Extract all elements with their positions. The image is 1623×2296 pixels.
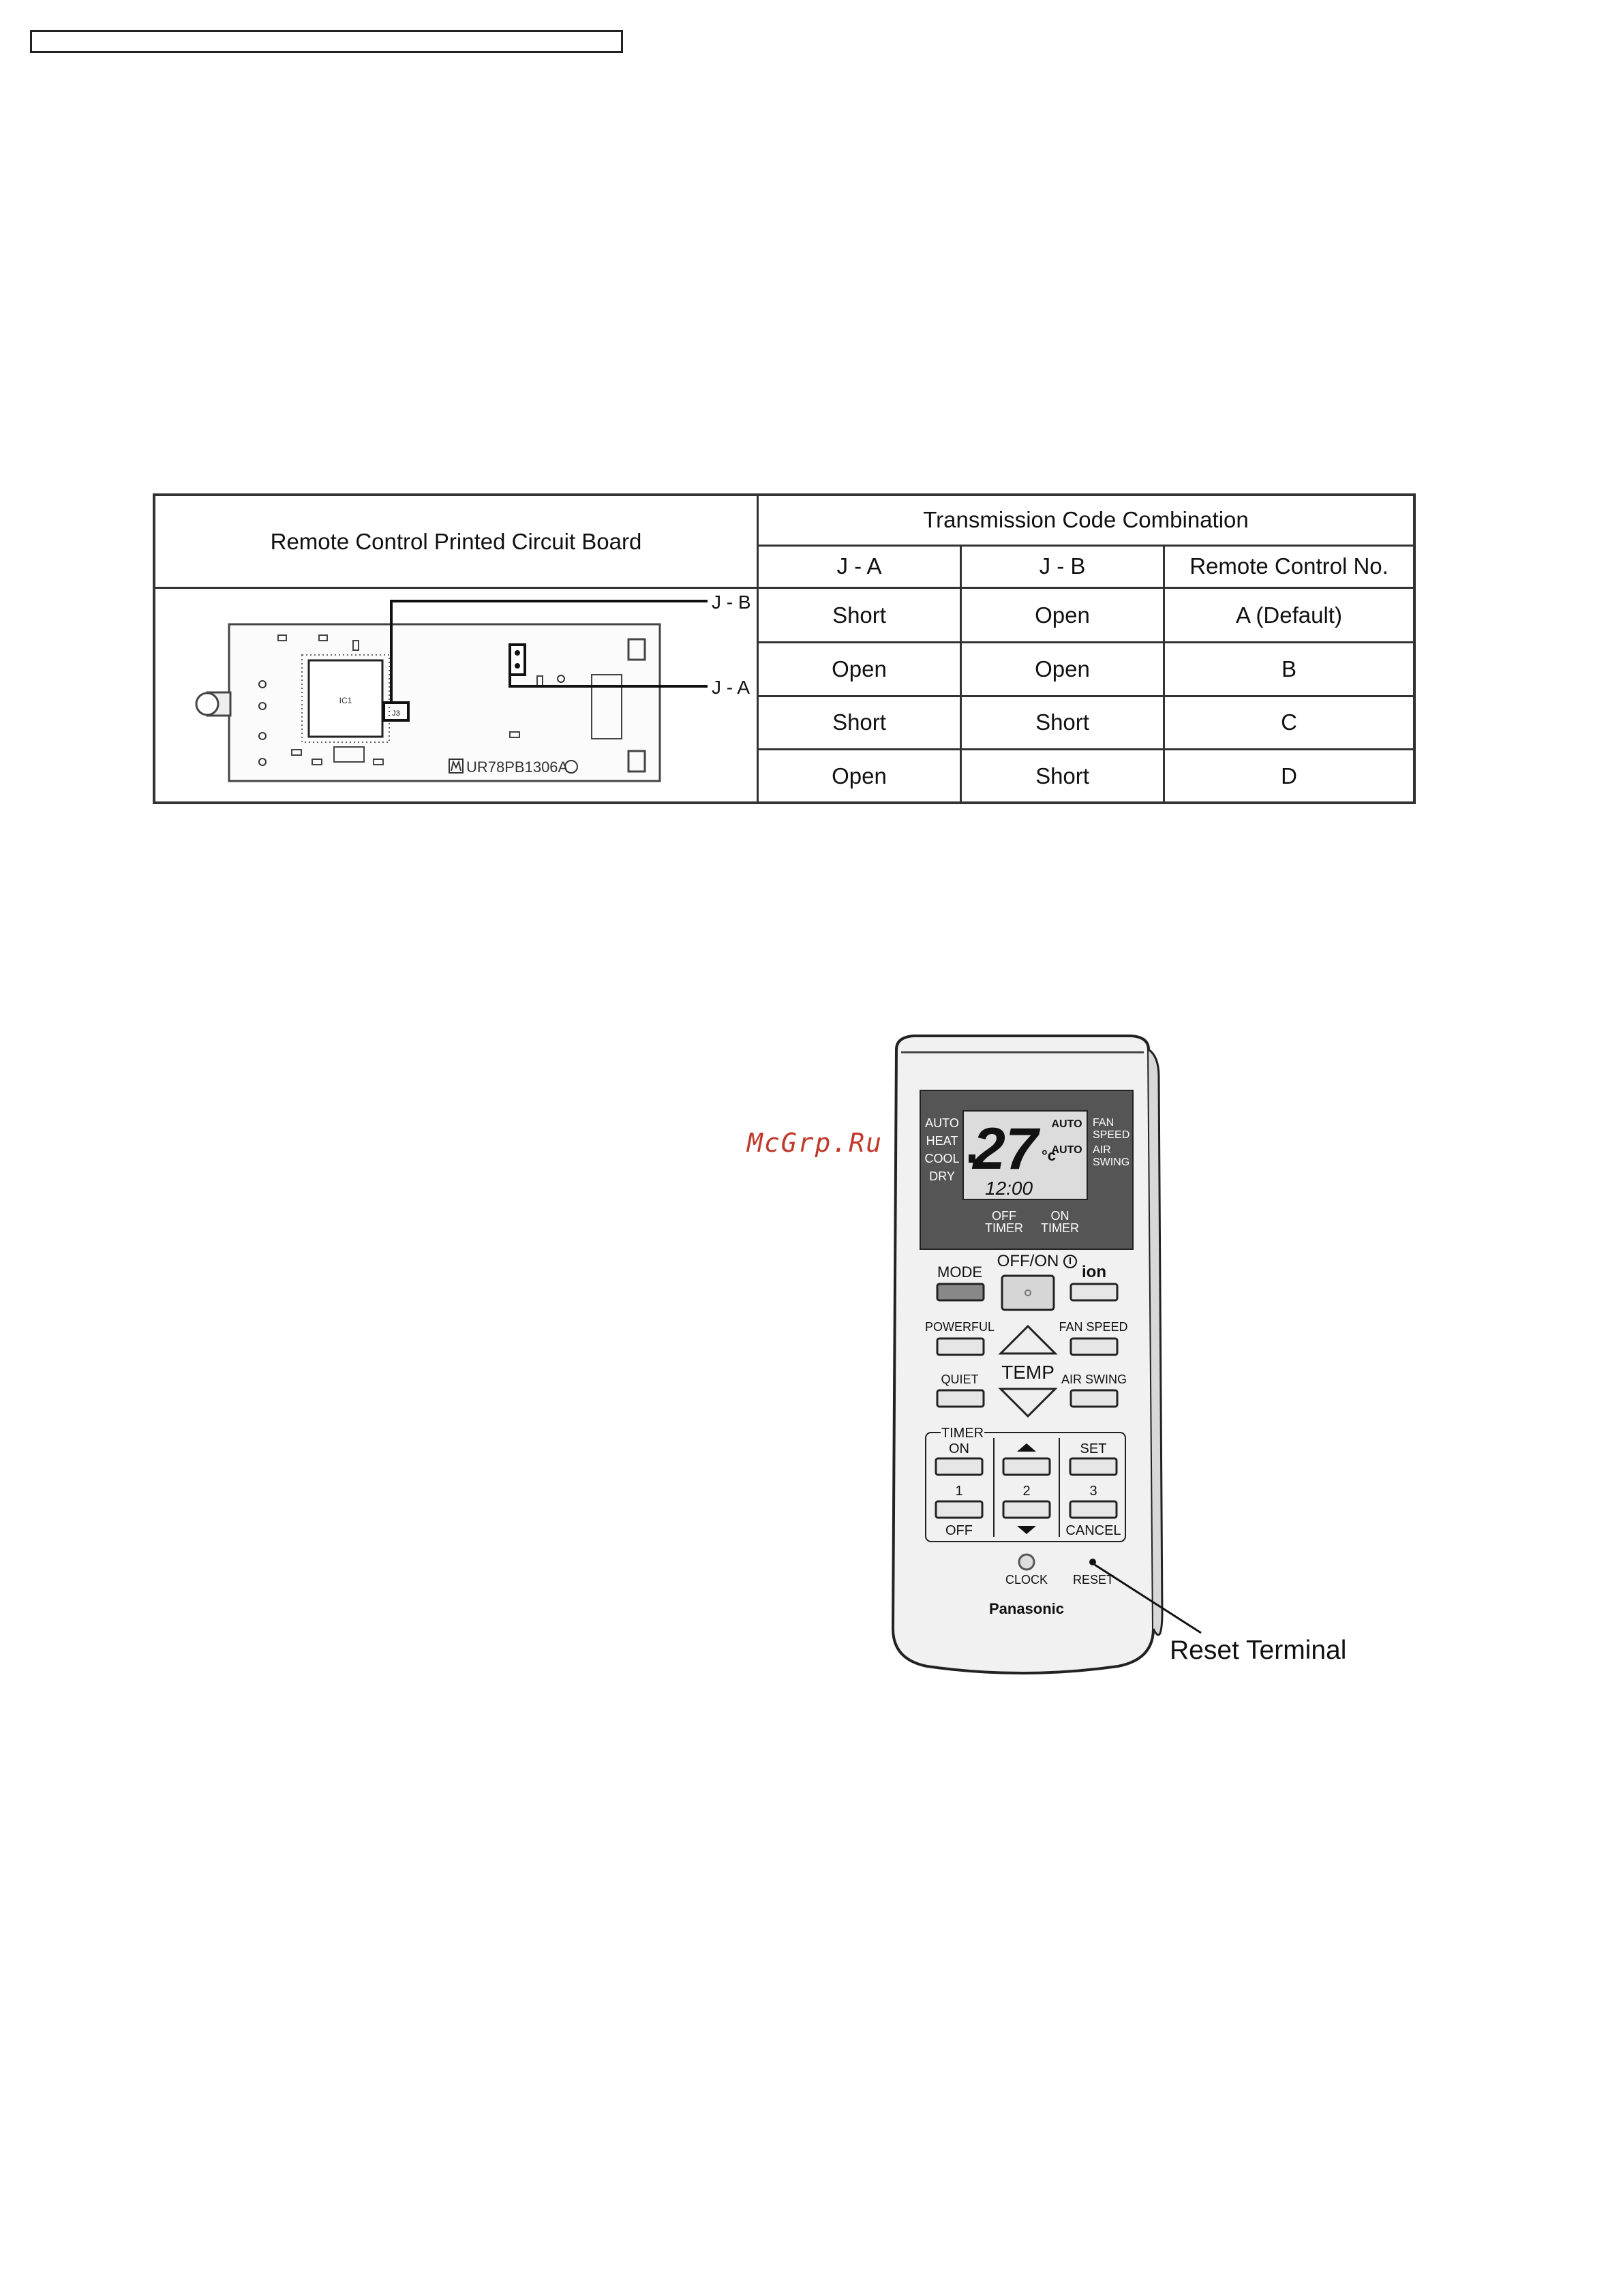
- off-timer-label-2: TIMER: [985, 1221, 1023, 1235]
- board-code: UR78PB1306A: [466, 759, 568, 776]
- mode-button-label: MODE: [937, 1264, 982, 1281]
- timer-off-label: OFF: [945, 1523, 973, 1538]
- temp-display: 27: [973, 1116, 1038, 1182]
- clock-display: 12:00: [985, 1178, 1033, 1199]
- timer-off-button[interactable]: [936, 1501, 982, 1518]
- mode-button[interactable]: [937, 1284, 984, 1300]
- table-cell: Short: [758, 696, 961, 749]
- reset-terminal-label: Reset Terminal: [1170, 1636, 1347, 1665]
- transmission-code-table: [153, 493, 1416, 804]
- table-cell: B: [1164, 643, 1415, 696]
- pcb-board: [229, 624, 660, 781]
- table-cell: Open: [961, 643, 1164, 696]
- reset-label: RESET: [1072, 1573, 1114, 1587]
- table-cell: C: [1164, 696, 1415, 749]
- air-label-1: AIR: [1093, 1144, 1111, 1156]
- table-cell: Short: [758, 588, 961, 643]
- mode-cool: COOL: [924, 1152, 960, 1165]
- clock-button[interactable]: [1019, 1555, 1034, 1570]
- fan-speed-button[interactable]: [1071, 1338, 1117, 1355]
- quiet-button[interactable]: [937, 1390, 984, 1407]
- on-timer-label-1: ON: [1050, 1209, 1070, 1223]
- timer-cancel-label: CANCEL: [1065, 1523, 1121, 1538]
- on-timer-label-2: TIMER: [1041, 1221, 1079, 1235]
- pcb-cell: [154, 588, 758, 803]
- board-header: Remote Control Printed Circuit Board: [154, 495, 758, 588]
- table-cell: Open: [758, 750, 961, 803]
- jumper-label: J3: [392, 709, 400, 718]
- col-jb-header: J - B: [961, 545, 1164, 587]
- table-cell: Open: [961, 588, 1164, 643]
- jumper-pin: [515, 663, 520, 669]
- ja-label: J - A: [712, 677, 750, 699]
- fan-auto: AUTO: [1051, 1118, 1082, 1130]
- timer-down-button[interactable]: [1003, 1501, 1050, 1518]
- timer-set-button[interactable]: [1070, 1458, 1117, 1475]
- table-cell: A (Default): [1164, 588, 1415, 643]
- timer-group-label: TIMER: [941, 1426, 984, 1441]
- air-swing-button[interactable]: [1071, 1390, 1117, 1407]
- number-2-label: 2: [1022, 1484, 1031, 1499]
- ion-button-label: ion: [1082, 1263, 1106, 1281]
- remote-control-illustration: [886, 1029, 1370, 1683]
- air-swing-button-label: AIR SWING: [1061, 1373, 1127, 1386]
- quiet-button-label: QUIET: [941, 1373, 979, 1386]
- air-label-2: SWING: [1093, 1157, 1130, 1168]
- mode-dry: DRY: [929, 1169, 955, 1183]
- table-cell: Short: [961, 750, 1164, 803]
- watermark: McGrp.Ru: [747, 1128, 883, 1158]
- fan-label-2: SPEED: [1093, 1129, 1130, 1141]
- swing-auto: AUTO: [1051, 1144, 1082, 1156]
- number-3-label: 3: [1089, 1484, 1097, 1499]
- mode-auto: AUTO: [925, 1116, 959, 1130]
- fan-label-1: FAN: [1093, 1117, 1114, 1129]
- mode-heat: HEAT: [926, 1134, 958, 1148]
- timer-on-button[interactable]: [936, 1458, 982, 1475]
- fan-speed-button-label: FAN SPEED: [1059, 1320, 1128, 1334]
- ir-emitter-lens: [196, 693, 218, 715]
- timer-on-label: ON: [949, 1441, 969, 1456]
- off-timer-label-1: OFF: [992, 1209, 1016, 1223]
- jumper-pin: [515, 650, 520, 656]
- timer-cancel-button[interactable]: [1070, 1501, 1117, 1518]
- header-box: [30, 30, 623, 53]
- ion-button[interactable]: [1071, 1284, 1117, 1300]
- number-1-label: 1: [955, 1484, 963, 1499]
- combo-header: Transmission Code Combination: [758, 495, 1415, 545]
- chip-label: IC1: [339, 696, 352, 706]
- brand-logo: Panasonic: [988, 1600, 1065, 1617]
- clock-label: CLOCK: [1005, 1573, 1048, 1587]
- powerful-button-label: POWERFUL: [924, 1320, 995, 1334]
- timer-set-label: SET: [1080, 1441, 1107, 1456]
- power-button-label: OFF/ON: [997, 1252, 1059, 1270]
- jumper-ja-box: [510, 645, 525, 675]
- timer-up-button[interactable]: [1003, 1458, 1050, 1475]
- temp-label: TEMP: [1001, 1362, 1055, 1383]
- pcb-diagram: [155, 589, 755, 801]
- jb-label: J - B: [712, 592, 751, 613]
- powerful-button[interactable]: [937, 1338, 984, 1355]
- temp-unit: °c: [1042, 1147, 1057, 1164]
- table-cell: Short: [961, 696, 1164, 749]
- col-remote-no-header: Remote Control No.: [1164, 545, 1415, 587]
- power-button[interactable]: [1002, 1276, 1054, 1310]
- remote-control-svg: [886, 1029, 1370, 1683]
- table-cell: D: [1164, 750, 1415, 803]
- table-cell: Open: [758, 643, 961, 696]
- col-ja-header: J - A: [758, 545, 961, 587]
